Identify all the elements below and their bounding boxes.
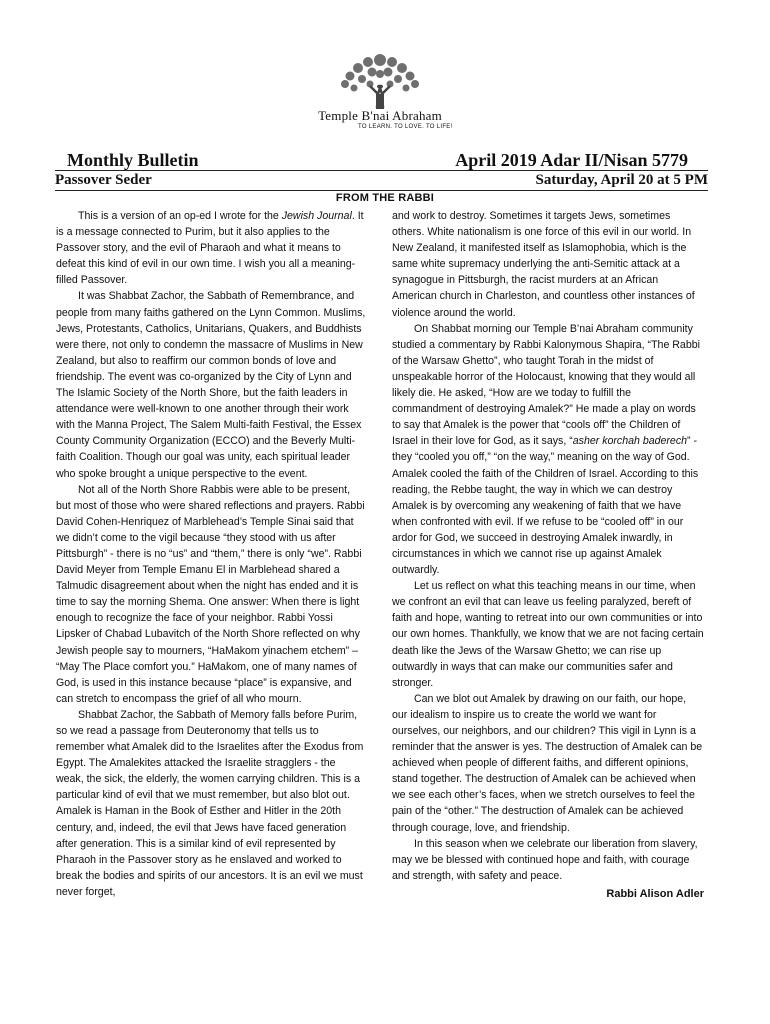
left-column — [56, 208, 366, 900]
paragraph: In this season when we celebrate our liberation from slavery, may we be blessed with continued hope and faith, with courage and strength, with safety and peace. — [392, 837, 698, 882]
tree-icon — [320, 50, 440, 112]
paragraph: Shabbat Zachor, the Sabbath of Memory falls before Purim, so we read a passage from Deuteronomy that tells us to remember what Amalek did to the Israelites after the Exodus from Egypt. The Amalekites attacked the Israelite stragglers - the weak, the sick, the elderly, the women carrying children. This is a particular kind of evil that we must remember, but also blot out. Amalek is Haman in the Book of Esther and Hitler in the 20th century, and, indeed, the evil that Jews have faced generation after generation. This is a similar kind of evil represented by Pharaoh in the Passover story as he enslaved and worked to break the bodies and spirits of our ancestors. It is an evil we must never forget, — [56, 708, 364, 898]
header-rule-top — [55, 170, 708, 171]
paragraph: Can we blot out Amalek by drawing on our faith, our hope, our idealism to inspire us to create the world we want for ourselves, our neighbors, and our children? This vigil in Lynn is a reminder that the answer is yes. The destruction of Amalek can be achieved when people of different faiths, and different opinions, stand together. The destruction of Amalek can be achieved when we see each other’s faces, when we stretch ourselves to feel the pain of the “other.” The destruction of Amalek can be achieved through courage, love, and friendship. — [392, 692, 703, 834]
bulletin-date: April 2019 Adar II/Nisan 5779 — [455, 150, 688, 170]
temple-logo — [300, 50, 460, 135]
signature: Rabbi Alison Adler — [606, 887, 704, 900]
right-column — [392, 208, 704, 902]
paragraph: This is a version of an op-ed I wrote for the Jewish Journal. It is a message connected to Purim, but it also applies to the Passover story, and the evil of Pharaoh and what it means to defeat this kind of evil in our own time. I wish you all a meaning-filled Passover. — [56, 210, 364, 287]
paragraph: Let us reflect on what this teaching means in our time, when we confront an evil that can leave us feeling paralyzed, bereft of faith and hope, wanting to retreat into our own communities or into our own homes. Thankfully, we know that we are not facing certain death like the Jews of the Warsaw Ghetto; we can rise up outwardly in ways that can make our communities safer and stronger. — [392, 580, 704, 689]
section-title: FROM THE RABBI — [335, 192, 435, 204]
paragraph: and work to destroy. Sometimes it targets Jews, sometimes others. White nationalism is one force of this evil in our world. In New Zealand, it manifested itself as Islamophobia, which is the same white supremacy underlying the anti-Semitic attack at a synagogue in Pittsburgh, the racist murders at an African American church in Charleston, and countless other instances of violence around the world. — [392, 210, 695, 319]
event-name: Passover Seder — [55, 172, 152, 188]
header-rule-bottom — [55, 190, 708, 191]
paragraph: It was Shabbat Zachor, the Sabbath of Remembrance, and people from many faiths gathered on the Lynn Common. Muslims, Jews, Protestants, Catholics, Unitarians, Quakers, and Buddhists were there, not only to condemn the massacre of Muslims in New Zealand, but also to reaffirm our common bonds of love and friendship. The event was co-organized by the City of Lynn and The Islamic Society of the North Shore, but the faith leaders in attendance were well-known to one another through their work with the Manna Project, The Salem Multi-faith Festival, the Essex County Community Organization (ECCO) and the Beverly Multi-faith Coalition. Though our goal was unity, each spiritual leader who spoke brought a unique perspective to the event. — [56, 290, 366, 480]
logo-tagline: TO LEARN. TO LOVE. TO LIFE! — [358, 124, 453, 130]
paragraph: Not all of the North Shore Rabbis were able to be present, but most of those who were shared reflections and prayers. Rabbi David Cohen-Henriquez of Marblehead’s Temple Sinai said that we didn’t come to the vigil because “they stood with us after Pittsburgh” - there is no “us” and “them,” there is only “we”. Rabbi David Meyer from Temple Emanu El in Marblehead shared a Talmudic disagreement about when the night has ended and it is time to say the morning Shema. One answer: When there is light enough to recognize the face of your neighbor. Rabbi Yossi Lipsker of Chabad Lubavitch of the North Shore reflected on why Jewish people say to mourners, “HaMakom yinachem etchem” – “May The Place comfort you.” HaMakom, one of many names of God, is used in this instance because “place” is expansive, and can stretch to encompass the grief of all who mourn. — [56, 483, 365, 705]
bulletin-title: Monthly Bulletin — [67, 150, 199, 170]
logo-name: Temple B'nai Abraham — [318, 108, 442, 123]
event-date: Saturday, April 20 at 5 PM — [535, 172, 708, 188]
paragraph: On Shabbat morning our Temple B’nai Abraham community studied a commentary by Rabbi Kalonymous Shapira, “The Rabbi of the Warsaw Ghetto”, who taught Torah in the midst of unspeakable horror of the Holocaust, knowing that they would all likely die. He asked, “How are we today to fulfill the commandment of destroying Amalek?” He made a play on words to say that Amalek is the power that “cools off” the Children of Israel in their love for God, as it says, “asher korchah baderech” - they “cooled you off,” “on the way,” meaning on the way of God. Amalek cooled the faith of the Children of Israel. According to this reading, the Rebbe taught, the way in which we can destroy Amalek is by overcoming any weakening of faith that we have when confronted with evil. If we refuse to be “cooled off” in our ardor for God, we succeed in destroying Amalek inwardly, in circumstances in which we cannot rise up against Amalek outwardly. — [392, 322, 700, 577]
